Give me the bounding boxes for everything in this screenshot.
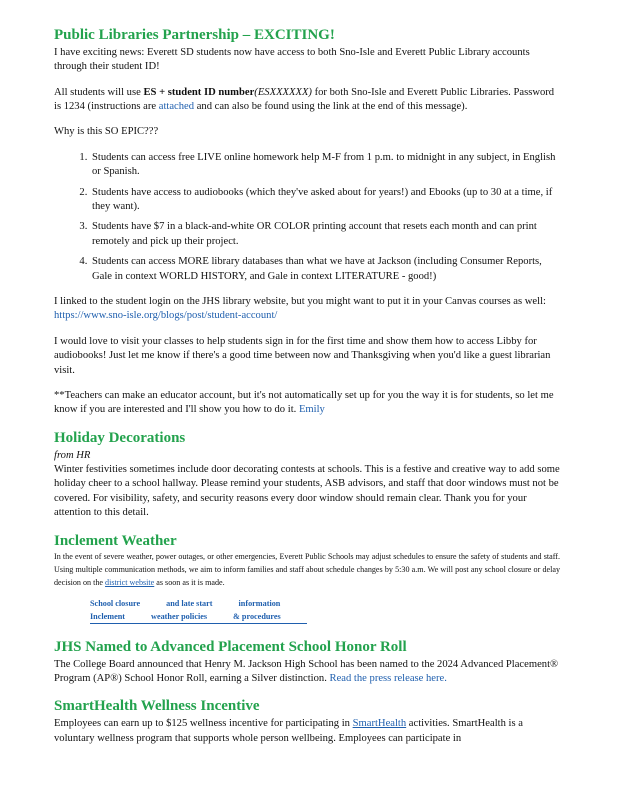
link-part: information	[238, 599, 281, 609]
smarthealth-body	[54, 717, 560, 746]
emily-link[interactable]: Emily	[298, 404, 325, 416]
holiday-body: Winter festivities sometimes include door decorating contests at schools. This is a festive and creative way to add some holiday cheer to a school hallway. Please remind your students, ASB advisors, and staff that door windows must not be covered. For visibility, safety, and security reasons every door window should remain clear. Thank you for your attention to this detail.	[54, 464, 560, 519]
link-part: Inclement	[90, 611, 126, 621]
ap-body	[54, 658, 560, 687]
ap-body-text: The College Board announced that Henry M. Jackson High School has been named to the 2024 Advanced Placement® Program (AP®) School Honor Roll, earning a Silver distinction.	[54, 658, 559, 684]
attached-link[interactable]: attached	[158, 100, 195, 112]
list-item: 1. Students can access free LIVE online homework help M-F from 1 p.m. to midnight in any subject, in English or Spanish.	[90, 151, 560, 180]
ap-heading: JHS Named to Advanced Placement School Honor Roll	[54, 638, 407, 655]
linked-pre: I linked to the student login on the JHS library website, but you might want to put it in your Canvas courses as well:	[54, 296, 546, 308]
login-bold: ES + student ID number	[143, 86, 255, 98]
ap-section	[54, 638, 560, 687]
weather-body-pre: In the event of severe weather, power outages, or other emergencies, Everett Public Schools may adjust schedules to ensure the safety of students and staff. Using multiple communication methods, we aim to inform families and staff about schedule changes by 5:30 a.m. We will post any school closure or delay decision on the	[54, 552, 560, 588]
weather-body-post: as soon as it is made.	[154, 578, 225, 588]
benefits-list	[54, 151, 560, 284]
public-libraries-intro: I have exciting news: Everett SD students now have access to both Sno-Isle and Everett Public Library accounts through their student ID!	[54, 46, 530, 73]
login-instructions	[54, 86, 560, 115]
list-item: 2. Students have access to audiobooks (which they've asked about for years!) and Ebooks (up to 30 at a time, if they want).	[90, 186, 560, 215]
weather-links	[90, 598, 560, 624]
login-pre: All students will use	[54, 86, 144, 98]
holiday-heading: Holiday Decorations	[54, 429, 186, 446]
link-part: weather policies	[151, 611, 208, 621]
why-epic: Why is this SO EPIC???	[54, 126, 159, 138]
holiday-section	[54, 429, 560, 521]
public-libraries-heading: Public Libraries Partnership – EXCITING!	[54, 27, 335, 43]
teachers-paragraph	[54, 389, 560, 418]
smarthealth-post: activities. SmartHealth is a voluntary wellness program that supports whole person wellbeing. Employees can participate in	[54, 718, 523, 744]
login-italic: (ESXXXXXX)	[254, 86, 312, 98]
teachers-text: **Teachers can make an educator account, but it's not automatically set up for you the way it is for students, so let me know if you are interested and I'll show you how to do it.	[54, 390, 554, 416]
smarthealth-section	[54, 697, 560, 746]
press-release-link[interactable]: Read the press release here.	[329, 672, 447, 684]
student-account-link[interactable]: https://www.sno-isle.org/blogs/post/student-account/	[54, 310, 278, 322]
weather-section	[54, 532, 560, 624]
weather-heading: Inclement Weather	[54, 532, 177, 549]
link-part: and late start	[166, 599, 213, 609]
district-website-link[interactable]: district website	[105, 578, 155, 588]
linked-paragraph	[54, 295, 560, 324]
weather-policies-link[interactable]	[90, 611, 307, 624]
school-closure-link[interactable]	[90, 598, 560, 610]
smarthealth-link[interactable]: SmartHealth	[352, 718, 407, 730]
weather-body	[54, 551, 560, 590]
list-item: 3. Students have $7 in a black-and-white OR COLOR printing account that resets each month and can print remotely and pick up their project.	[90, 220, 560, 249]
login-post: and can also be found using the link at the end of this message).	[194, 100, 468, 112]
smarthealth-pre: Employees can earn up to $125 wellness incentive for participating in	[54, 718, 353, 730]
visit-paragraph: I would love to visit your classes to help students sign in for the first time and show them how to access Libby for audiobooks! Just let me know if there's a good time between now and Thanksgiving when you'd like a guest librarian visit.	[54, 335, 551, 376]
link-part: & procedures	[233, 611, 281, 621]
link-part: School closure	[90, 599, 141, 609]
list-item: 4. Students can access MORE library databases than what we have at Jackson (including Consumer Reports, Gale in context WORLD HISTORY, and Gale in context LITERATURE - good!)	[90, 255, 560, 284]
holiday-from: from HR	[54, 449, 91, 461]
smarthealth-heading: SmartHealth Wellness Incentive	[54, 698, 260, 715]
login-mid: for both Sno-Isle and Everett Public Libraries. Password is 1234 (instructions are	[54, 86, 555, 112]
